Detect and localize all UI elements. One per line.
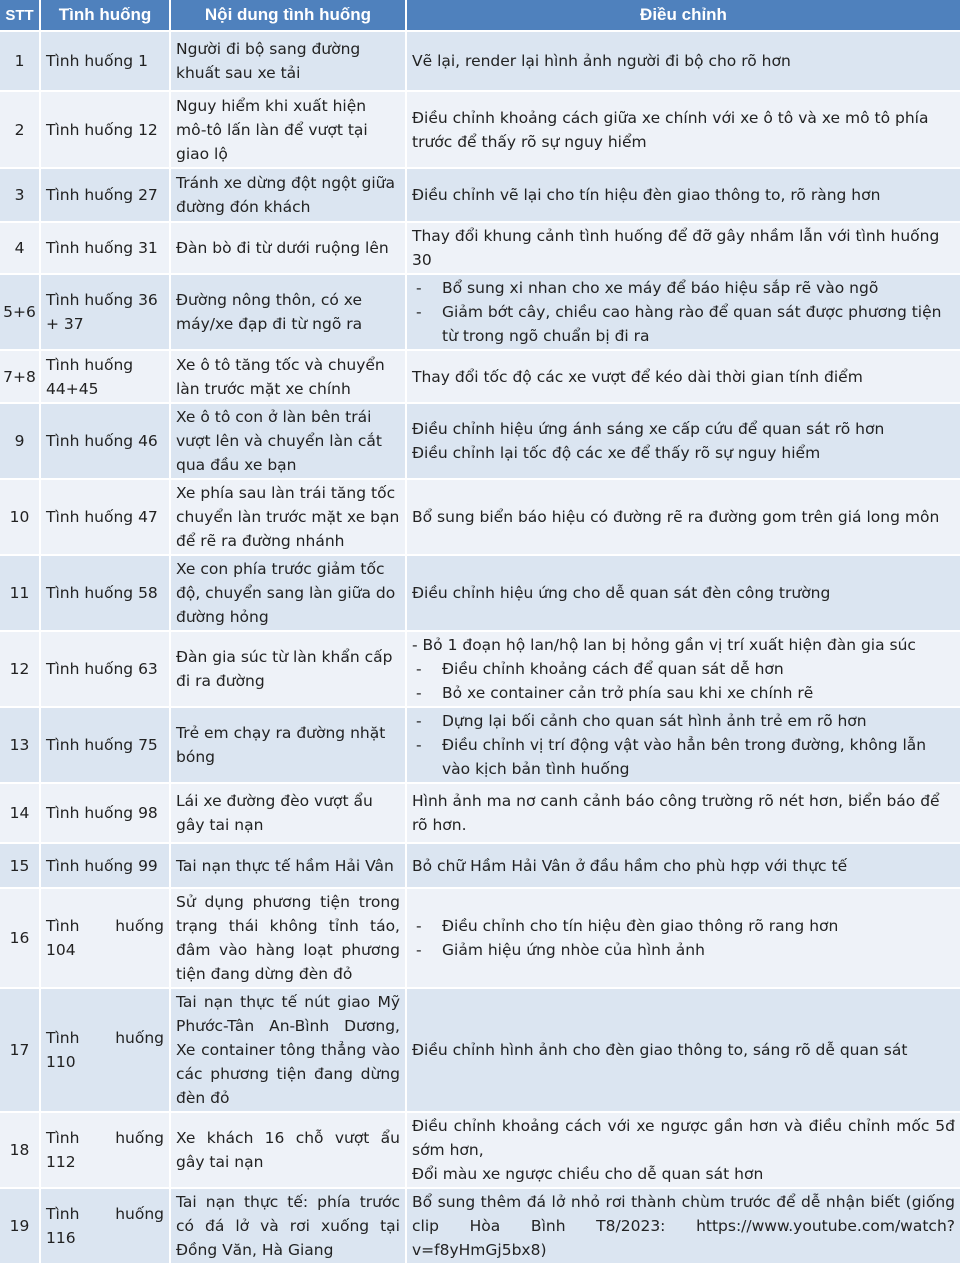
adjust-item: - Giảm bớt cây, chiều cao hàng rào để quan sát được phương tiện từ trong ngõ chuẩn bị đi ra	[412, 300, 955, 348]
row-situation: Tình huống 44+45	[40, 350, 170, 403]
row-adjust	[406, 274, 961, 350]
row-situation: Tình huống 27	[40, 168, 170, 222]
row-content: Người đi bộ sang đường khuất sau xe tải	[170, 31, 406, 91]
row-situation: Tình huống 99	[40, 843, 170, 888]
row-stt: 14	[0, 783, 40, 843]
adjust-item: Vẽ lại, render lại hình ảnh người đi bộ cho rõ hơn	[412, 52, 791, 70]
row-content: Xe ô tô con ở làn bên trái vượt lên và chuyển làn cắt qua đầu xe bạn	[170, 403, 406, 479]
row-situation: Tình huống 98	[40, 783, 170, 843]
header-row	[0, 0, 961, 31]
row-stt: 19	[0, 1188, 40, 1264]
table-row	[0, 888, 961, 988]
row-content: Xe ô tô tăng tốc và chuyển làn trước mặt xe chính	[170, 350, 406, 403]
row-adjust	[406, 168, 961, 222]
row-situation: Tình huống 63	[40, 631, 170, 707]
adjust-item: Thay đổi khung cảnh tình huống để đỡ gây nhầm lẫn với tình huống 30	[412, 227, 940, 269]
row-situation: Tình huống 112	[40, 1112, 170, 1188]
row-stt: 1	[0, 31, 40, 91]
row-situation: Tình huống 36 + 37	[40, 274, 170, 350]
adjust-item: - Điều chỉnh vị trí động vật vào hẳn bên trong đường, không lẫn vào kịch bản tình huống	[412, 733, 955, 781]
row-situation: Tình huống 31	[40, 222, 170, 274]
row-situation: Tình huống 110	[40, 988, 170, 1112]
header-stt: STT	[0, 0, 40, 31]
row-adjust	[406, 91, 961, 168]
adjust-item: - Dựng lại bối cảnh cho quan sát hình ảnh trẻ em rõ hơn	[412, 709, 955, 733]
row-situation: Tình huống 12	[40, 91, 170, 168]
header-adjust: Điều chỉnh	[406, 0, 961, 31]
row-adjust	[406, 479, 961, 555]
row-situation: Tình huống 75	[40, 707, 170, 783]
adjust-item: Bổ sung biển báo hiệu có đường rẽ ra đường gom trên giá long môn	[412, 508, 940, 526]
row-content: Lái xe đường đèo vượt ẩu gây tai nạn	[170, 783, 406, 843]
table-row	[0, 555, 961, 631]
row-content: Đàn bò đi từ dưới ruộng lên	[170, 222, 406, 274]
adjust-item: Điều chỉnh khoảng cách với xe ngược gần hơn và điều chỉnh mốc 5đ sớm hơn,	[412, 1117, 955, 1159]
row-stt: 11	[0, 555, 40, 631]
adjust-item: Điều chỉnh hiệu ứng ánh sáng xe cấp cứu để quan sát rõ hơn	[412, 420, 885, 438]
adjust-item: Đổi màu xe ngược chiều cho dễ quan sát hơn	[412, 1165, 764, 1183]
adjust-item: Bỏ chữ Hầm Hải Vân ở đầu hầm cho phù hợp với thực tế	[412, 856, 848, 875]
table-row	[0, 350, 961, 403]
table-row	[0, 843, 961, 888]
table-row	[0, 274, 961, 350]
row-content: Tránh xe dừng đột ngột giữa đường đón khách	[170, 168, 406, 222]
table-row	[0, 91, 961, 168]
row-stt: 12	[0, 631, 40, 707]
table-row	[0, 479, 961, 555]
row-situation: Tình huống 104	[40, 888, 170, 988]
row-stt: 2	[0, 91, 40, 168]
row-stt: 7+8	[0, 350, 40, 403]
row-stt: 3	[0, 168, 40, 222]
row-adjust	[406, 555, 961, 631]
table-row	[0, 403, 961, 479]
row-stt: 5+6	[0, 274, 40, 350]
adjust-item: Điều chỉnh hình ảnh cho đèn giao thông to, sáng rõ dễ quan sát	[412, 1041, 908, 1059]
adjust-item: - Điều chỉnh cho tín hiệu đèn giao thông rõ rang hơn	[412, 914, 955, 938]
row-stt: 9	[0, 403, 40, 479]
row-stt: 16	[0, 888, 40, 988]
table-row	[0, 31, 961, 91]
adjust-item: Điều chỉnh vẽ lại cho tín hiệu đèn giao thông to, rõ ràng hơn	[412, 186, 881, 204]
table-row	[0, 168, 961, 222]
adjust-item: - Điều chỉnh khoảng cách để quan sát dễ hơn	[412, 657, 955, 681]
table-row	[0, 1188, 961, 1264]
adjust-item: Điều chỉnh khoảng cách giữa xe chính với xe ô tô và xe mô tô phía trước để thấy rõ sự nguy hiểm	[412, 108, 929, 151]
row-content: Tai nạn thực tế nút giao Mỹ Phước-Tân An-Bình Dương, Xe container tông thẳng vào các phương tiện đang dừng đèn đỏ	[170, 988, 406, 1112]
row-content: Tai nạn thực tế hầm Hải Vân	[170, 843, 406, 888]
adjust-item: - Bổ sung xi nhan cho xe máy để báo hiệu sắp rẽ vào ngõ	[412, 276, 955, 300]
row-content: Nguy hiểm khi xuất hiện mô-tô lấn làn để vượt tại giao lộ	[170, 91, 406, 168]
row-content: Xe khách 16 chỗ vượt ẩu gây tai nạn	[170, 1112, 406, 1188]
table-row	[0, 783, 961, 843]
row-adjust	[406, 350, 961, 403]
adjust-item: Hình ảnh ma nơ canh cảnh báo công trường rõ nét hơn, biển báo để rõ hơn.	[412, 792, 940, 834]
adjust-item: Bổ sung thêm đá lở nhỏ rơi thành chùm trước để dễ nhận biết (giống clip Hòa Bình T8/2023: https://www.youtube.com/watch?v=f8yHmGj5bx8)	[412, 1193, 955, 1259]
row-adjust	[406, 783, 961, 843]
header-content: Nội dung tình huống	[170, 0, 406, 31]
row-situation: Tình huống 46	[40, 403, 170, 479]
adjust-item: Thay đổi tốc độ các xe vượt để kéo dài thời gian tính điểm	[412, 367, 863, 386]
table-row	[0, 988, 961, 1112]
row-adjust	[406, 988, 961, 1112]
row-adjust	[406, 1188, 961, 1264]
row-adjust	[406, 631, 961, 707]
adjust-item: - Bỏ 1 đoạn hộ lan/hộ lan bị hỏng gần vị trí xuất hiện đàn gia súc	[412, 636, 916, 654]
row-content: Xe con phía trước giảm tốc độ, chuyển sang làn giữa do đường hỏng	[170, 555, 406, 631]
row-adjust	[406, 843, 961, 888]
row-stt: 13	[0, 707, 40, 783]
row-adjust	[406, 707, 961, 783]
row-situation: Tình huống 116	[40, 1188, 170, 1264]
row-situation: Tình huống 58	[40, 555, 170, 631]
row-stt: 18	[0, 1112, 40, 1188]
row-stt: 4	[0, 222, 40, 274]
row-content: Sử dụng phương tiện trong trạng thái không tỉnh táo, đâm vào hàng loạt phương tiện đang dừng đèn đỏ	[170, 888, 406, 988]
header-situation: Tình huống	[40, 0, 170, 31]
row-content: Trẻ em chạy ra đường nhặt bóng	[170, 707, 406, 783]
table-row	[0, 631, 961, 707]
row-adjust	[406, 888, 961, 988]
table-row	[0, 1112, 961, 1188]
row-content: Đàn gia súc từ làn khẩn cấp đi ra đường	[170, 631, 406, 707]
row-content: Đường nông thôn, có xe máy/xe đạp đi từ ngõ ra	[170, 274, 406, 350]
adjust-item: - Bỏ xe container cản trở phía sau khi xe chính rẽ	[412, 681, 955, 705]
row-stt: 10	[0, 479, 40, 555]
row-situation: Tình huống 1	[40, 31, 170, 91]
row-adjust	[406, 222, 961, 274]
row-adjust	[406, 1112, 961, 1188]
adjust-item: - Giảm hiệu ứng nhòe của hình ảnh	[412, 938, 955, 962]
row-stt: 15	[0, 843, 40, 888]
table-row	[0, 707, 961, 783]
row-adjust	[406, 403, 961, 479]
row-adjust	[406, 31, 961, 91]
adjust-item: Điều chỉnh hiệu ứng cho dễ quan sát đèn công trường	[412, 584, 831, 602]
row-content: Xe phía sau làn trái tăng tốc chuyển làn trước mặt xe bạn để rẽ ra đường nhánh	[170, 479, 406, 555]
row-situation: Tình huống 47	[40, 479, 170, 555]
table-row	[0, 222, 961, 274]
adjust-item: Điều chỉnh lại tốc độ các xe để thấy rõ sự nguy hiểm	[412, 444, 821, 462]
row-stt: 17	[0, 988, 40, 1112]
row-content: Tai nạn thực tế: phía trước có đá lở và rơi xuống tại Đồng Văn, Hà Giang	[170, 1188, 406, 1264]
